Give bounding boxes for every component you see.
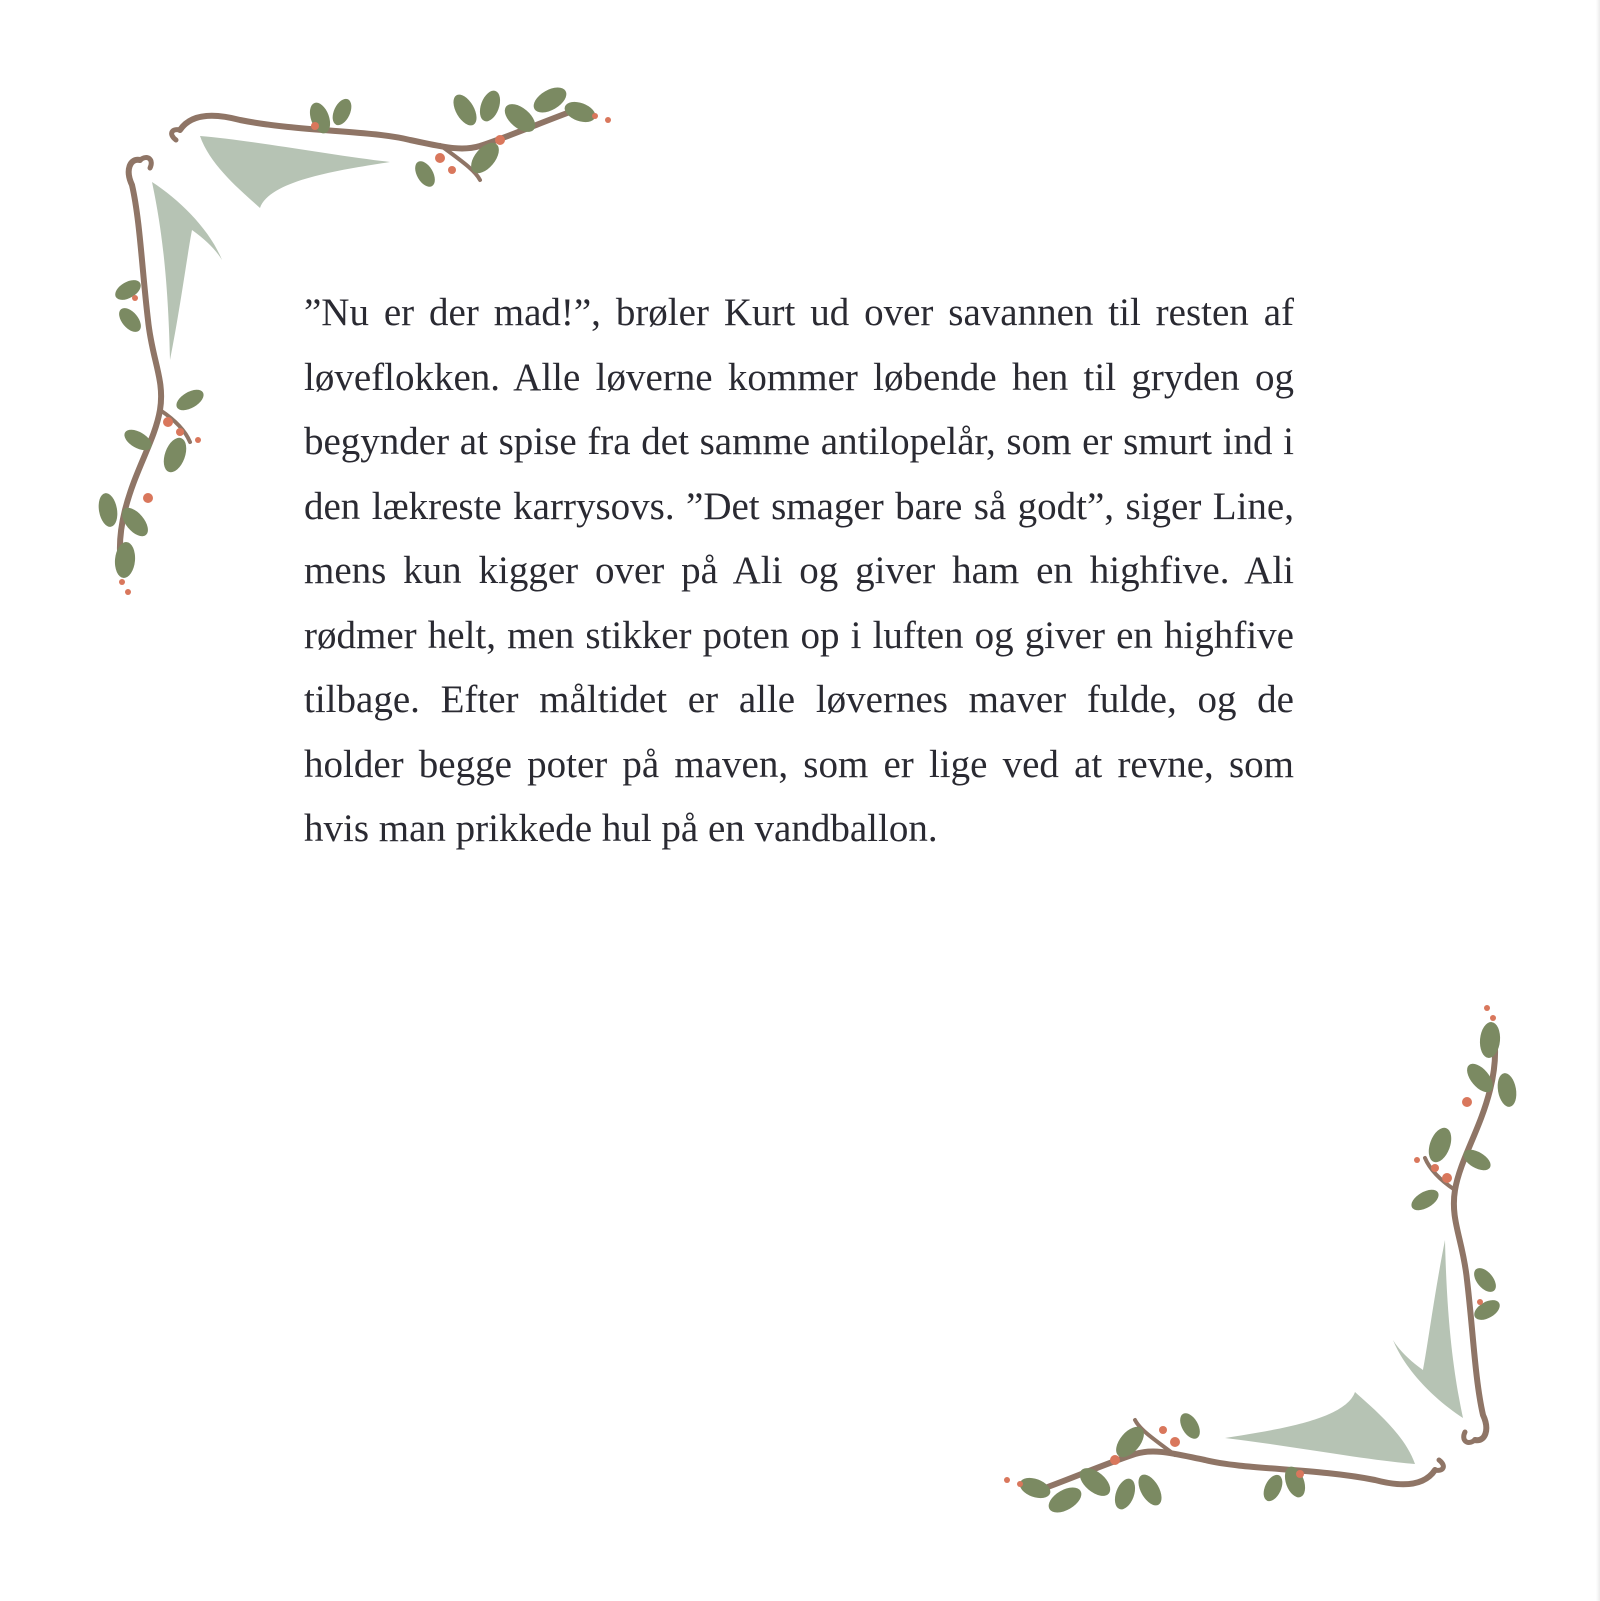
page-edge [1596, 0, 1600, 1601]
pale-leaf-icon [1225, 1240, 1463, 1464]
floral-corner-bottom-right [975, 990, 1535, 1530]
branch-icon [1045, 1030, 1495, 1488]
story-paragraph: ”Nu er der mad!”, brøler Kurt ud over savannen til resten af løveflokken. Alle løverne kommer løbende hen til gryden og begynder at spise fra det samme antilopelår, som er smurt ind i den lækreste karrysovs. ”Det smager bare så godt”, siger Line, mens kun kigger over på Ali og giver ham en highfive. Ali rødmer helt, men stikker poten op i luften og giver en highfive tilbage. Efter måltidet er alle løvernes maver fulde, og de holder begge poter på maven, som er lige ved at revne, som hvis man prikkede hul på en vandballon. [304, 291, 1294, 850]
berry-icon [1004, 1005, 1496, 1487]
